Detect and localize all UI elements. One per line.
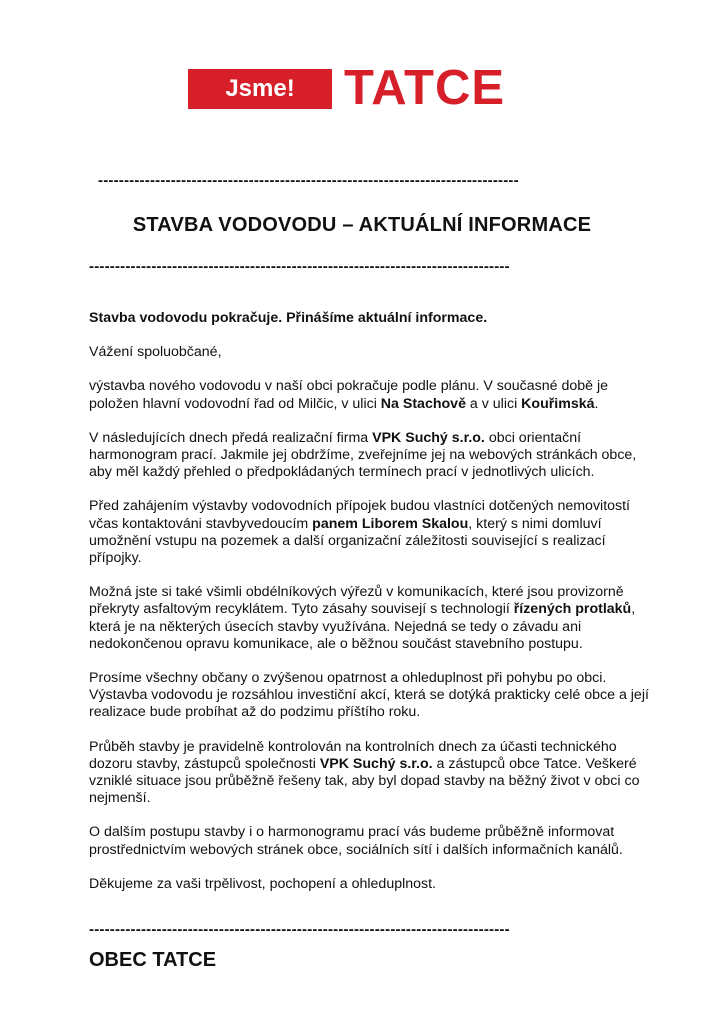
dashed-rule-top: ---------------------------------------------------------------------------------: [98, 172, 519, 189]
letter-body: [89, 310, 649, 910]
paragraph-connections: Před zahájením výstavby vodovodních přípojek budou vlastníci dotčených nemovitostí včas kontaktováni stavbyvedoucím panem Liborem Skalou, který s nimi domluví umožnění vstupu na pozemek a další organizační záležitosti související s realizací přípojky.: [89, 498, 631, 567]
paragraph-cutouts: Možná jste si také všimli obdélníkových výřezů v komunikacích, které jsou provizorně překryty asfaltovým recyklátem. Tyto zásahy souvisejí s technologií řízených protlaků, která je na některých úsecích stavby využívána. Nejedná se tedy o závadu ani nedokončenou opravu komunikace, ale o běžnou součást stavebního postupu.: [89, 584, 636, 652]
intro-line: Stavba vodovodu pokračuje. Přinášíme aktuální informace.: [89, 310, 488, 326]
logo-wordmark: TATCE: [344, 61, 506, 115]
paragraph-caution: Prosíme všechny občany o zvýšenou opatrnost a ohleduplnost při pohybu po obci. Výstavba vodovodu je rozsáhlou investiční akcí, která se dotýká prakticky celé obce a její realizace bude probíhat až do podzimu příštího roku.: [89, 670, 649, 721]
dashed-rule-bottom: ---------------------------------------------------------------------------------: [89, 921, 510, 938]
signature: OBEC TATCE: [89, 949, 217, 971]
paragraph-updates: O dalším postupu stavby i o harmonogramu prací vás budeme průběžně informovat prostřednictvím webových stránek obce, sociálních sítí i dalších informačních kanálů.: [89, 824, 623, 858]
paragraph-inspection: Průběh stavby je pravidelně kontrolován na kontrolních dnech za účasti technického dozoru stavby, zástupců společnosti VPK Suchý s.r.o. a zástupců obce Tatce. Veškeré vzniklé situace jsou průběžně řešeny tak, aby byl dopad stavby na běžný život v obci co nejmenší.: [89, 738, 640, 807]
paragraph-schedule: V následujících dnech předá realizační firma VPK Suchý s.r.o. obci orientační harmonogram prací. Jakmile jej obdržíme, zveřejníme jej na webových stránkách obce, aby měl každý přehled o předpokládaných termínech prací v jednotlivých ulicích.: [89, 429, 637, 481]
logo-badge: Jsme!: [188, 69, 332, 109]
jsme-tatce-logo: [188, 61, 506, 115]
paragraph-progress: výstavba nového vodovodu v naší obci pokračuje podle plánu. V současné době je položen hlavní vodovodní řad od Milčic, v ulici Na Stachově a v ulici Kouřimská.: [89, 378, 608, 412]
paragraph-thanks: Děkujeme za vaši trpělivost, pochopení a ohleduplnost.: [89, 875, 437, 892]
salutation: Vážení spoluobčané,: [89, 344, 222, 361]
page-title: STAVBA VODOVODU – AKTUÁLNÍ INFORMACE: [132, 214, 592, 236]
dashed-rule-under-title: ---------------------------------------------------------------------------------: [89, 258, 510, 275]
